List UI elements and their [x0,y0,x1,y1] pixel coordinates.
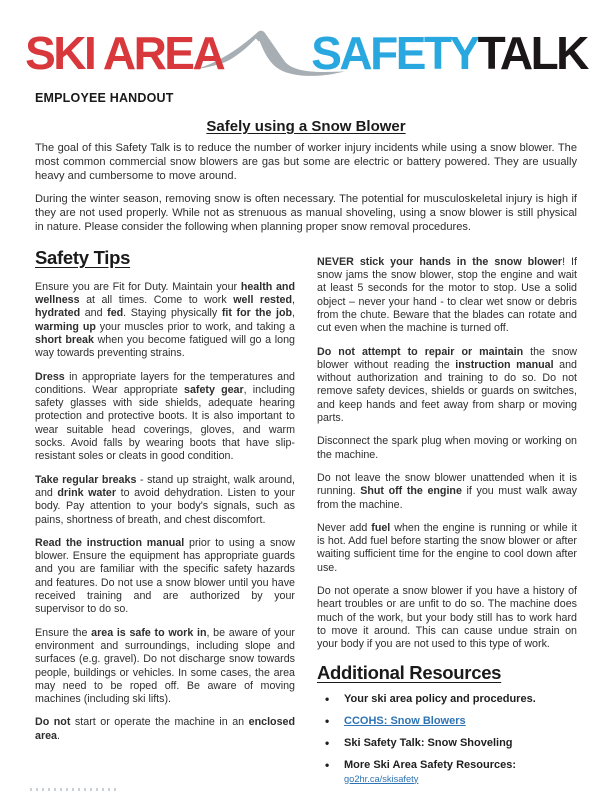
paragraph: Do not attempt to repair or maintain the snow blower without reading the instruction manual and without authorization and training to do so. Do not remove safety devices, shields or guards on switches, and keep hands and feet away from sharp or moving parts. [317,345,577,425]
resource-item [317,714,577,728]
additional-resources-heading: Additional Resources [317,661,502,683]
paragraph: Read the instruction manual prior to using a snow blower. Ensure the equipment has appropriate guards and you are familiar with the specific safety hazards and features. Do not use a snow blower until you have received training and are authorized by your supervisor to do so. [35,536,295,616]
paragraph: Do not operate a snow blower if you have a history of heart troubles or are unfit to do so. The machine does much of the work, but your body still has to work hard to move it around. This can cause undue strain on your body if you are not used to this type of work. [317,585,577,651]
paragraph: Disconnect the spark plug when moving or working on the machine. [317,435,577,461]
paragraph: Dress in appropriate layers for the temperatures and conditions. Wear appropriate safety gear, including safety glasses with side shields, adequate hearing protection and protective boots. It is also important to wear suitable head coverings, gloves, and warm socks. Avoid falls by wearing boots that have slip-resistant soles or cleats in good condition. [35,370,295,463]
resource-item: • More Ski Area Safety Resources: go2hr.ca/skisafety [317,758,577,786]
logo-ski-area: SKI AREA [25,27,224,79]
safety-tips-column [35,245,295,792]
paragraph: During the winter season, removing snow is often necessary. The potential for musculoskeletal injury is high if they are not used properly. While not as strenuous as manual shoveling, using a snow blower is still physical in nature. Please consider the following when planning proper snow removal procedures. [35,193,577,233]
logo [0,0,612,79]
paragraph: NEVER stick your hands in the snow blower! If snow jams the snow blower, stop the engine and wait at least 5 seconds for the motor to stop. Use a solid object – never your hand - to clear wet snow or debris from the chute. Beware that the blades can rotate and cut even when the machine is turned off. [317,255,577,335]
logo-talk: TALK [477,27,587,79]
clipped-footer-text [30,788,118,791]
warnings-column [317,245,577,792]
intro-section [35,142,577,235]
safety-tips-heading: Safety Tips [35,246,131,268]
handout-label: EMPLOYEE HANDOUT [35,91,174,105]
paragraph: Do not leave the snow blower unattended when it is running. Shut off the engine if you must walk away from the machine. [317,471,578,511]
resource-link[interactable]: go2hr.ca/skisafety [344,773,419,784]
paragraph: Ensure you are Fit for Duty. Maintain your health and wellness at all times. Come to work well rested, hydrated and fed. Staying physically fit for the job, warming up your muscles prior to work, and taking a short break when you become fatigued will go a long way towards preventing strains. [35,280,295,360]
paragraph: Ensure the area is safe to work in, be aware of your environment and surroundings, including slope and surfaces (e.g. gravel). Do not discharge snow towards people, buildings or vehicles. In some cases, the area may need to be roped off. Be aware of moving machines (including ski lifts). [35,626,295,706]
safety-tips-paragraphs [35,281,295,743]
two-column-body [35,245,577,792]
paragraph: Take regular breaks - stand up straight, walk around, and drink water to avoid dehydration. Listen to your body. Pay attention to your body's signals, such as pains, shortness of breath, and chest discomfort. [35,473,295,526]
paragraph: The goal of this Safety Talk is to reduce the number of worker injury incidents while using a snow blower. The most common commercial snow blowers are gas but some are electric or battery powered. They are usually heavy and cumbersome to move around. [35,142,577,182]
resource-item: • Ski Safety Talk: Snow Shoveling [317,736,577,750]
logo-safety: SAFETY [311,27,478,79]
resource-item: • Your ski area policy and procedures. [317,692,577,706]
paragraph: Do not start or operate the machine in an enclosed area. [35,716,295,742]
paragraph: Never add fuel when the engine is running or while it is hot. Add fuel before starting the snow blower or after waiting sufficient time for the engine to cool down after use. [317,521,578,574]
page-title: Safely using a Snow Blower [206,118,406,135]
resources-list [317,692,577,786]
resource-link[interactable]: CCOHS: Snow Blowers [344,714,466,727]
warnings-paragraphs [317,256,577,652]
